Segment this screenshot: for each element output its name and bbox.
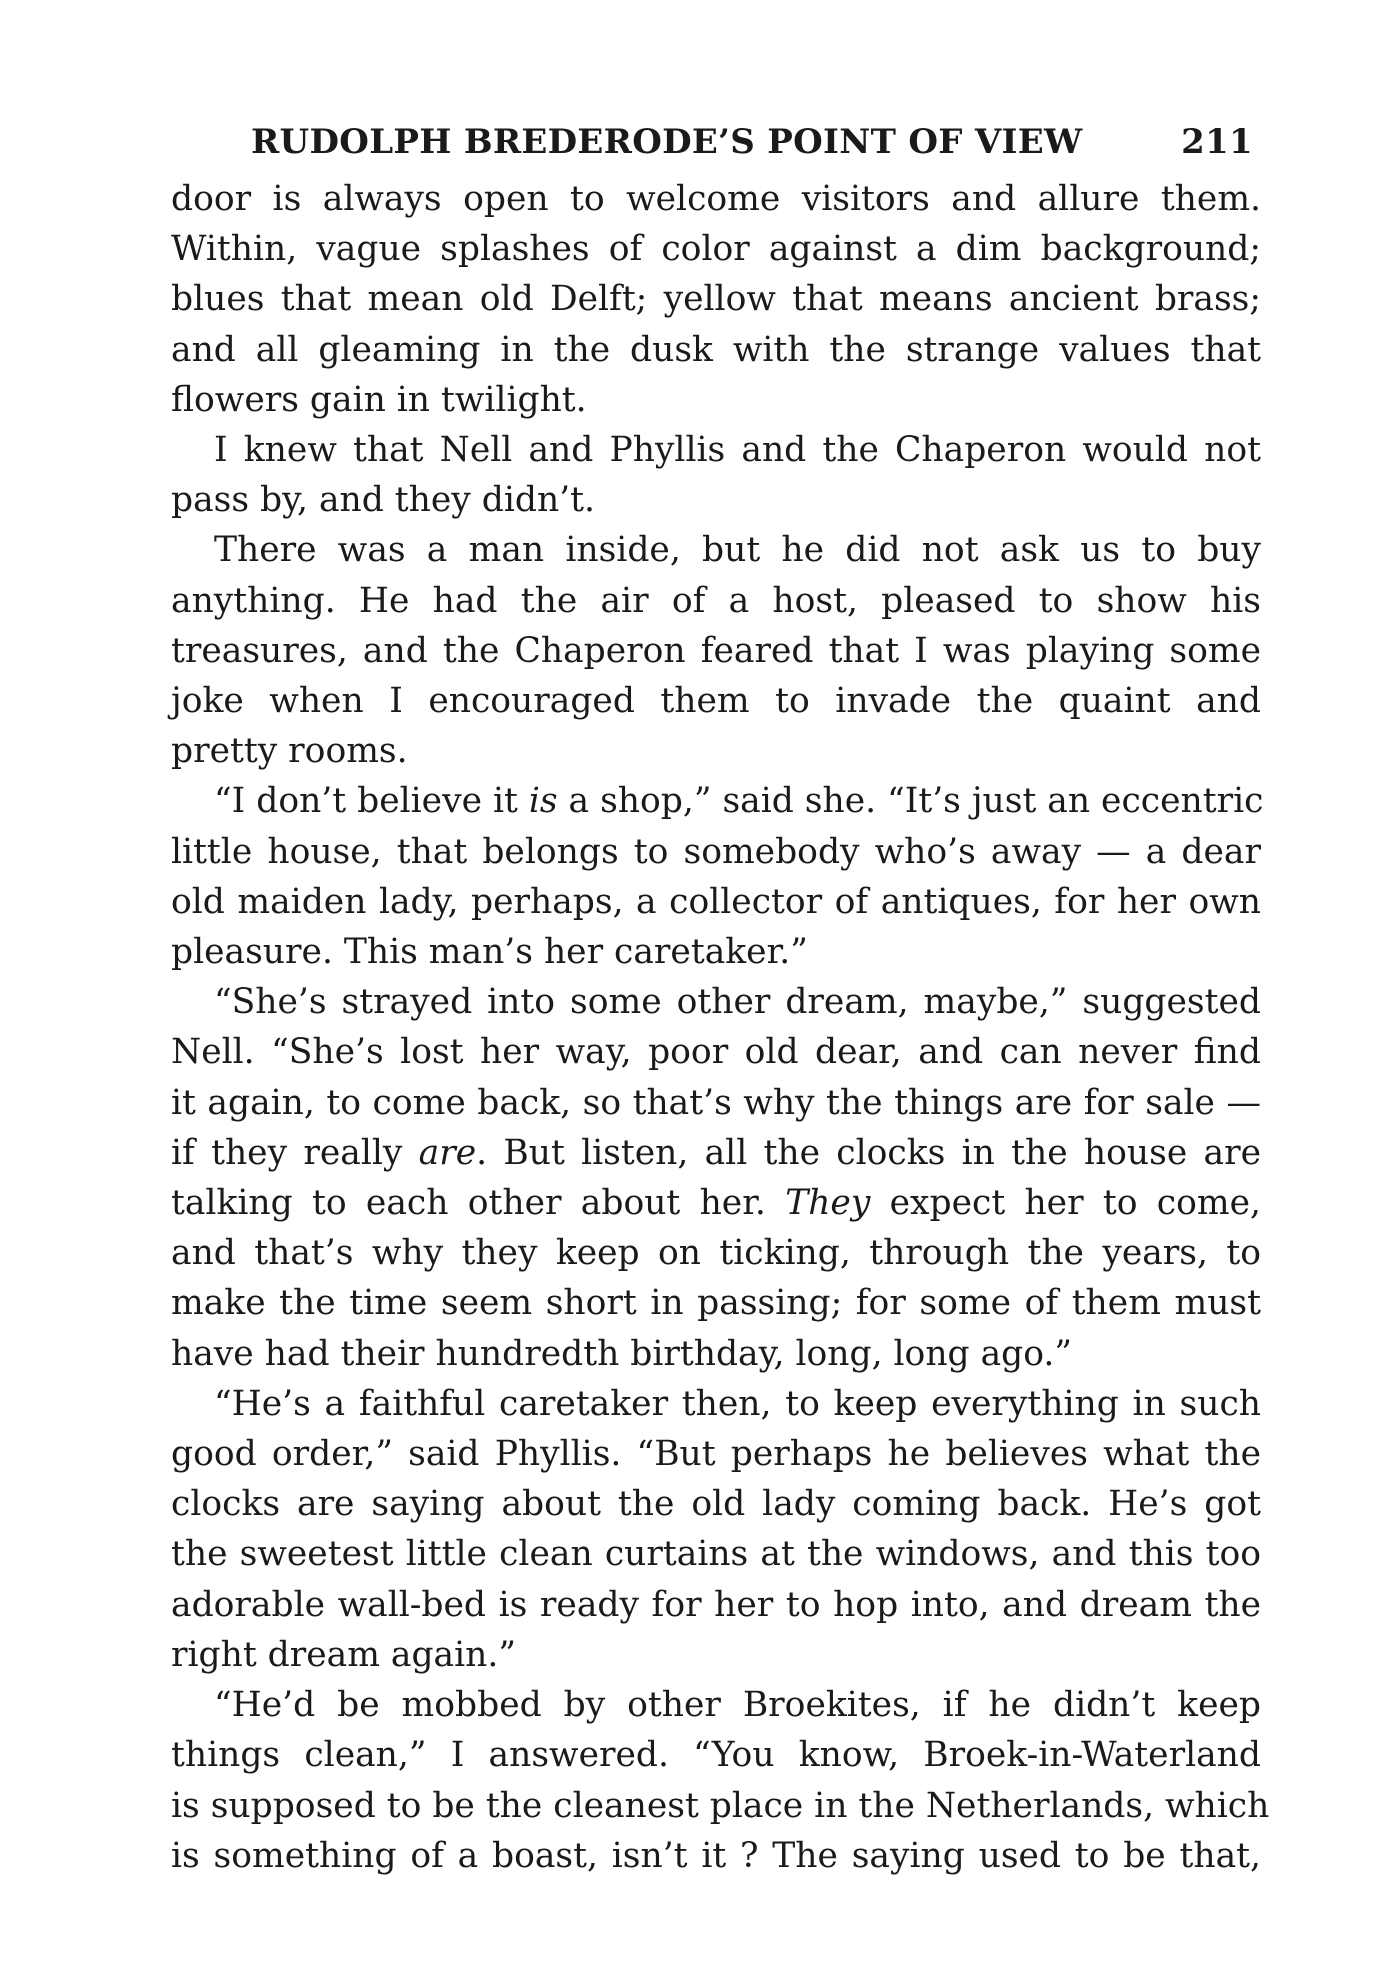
text-line [171,1781,1270,1831]
text-run: “He’s a faithful caretaker then, to keep everything in such [214,1383,1261,1424]
paragraph [171,1680,1270,1881]
paragraph [171,425,1261,525]
text-line [171,1680,1261,1730]
text-line [171,927,1261,977]
text-line [171,877,1261,927]
text-run: “She’s strayed into some other dream, maybe,” suggested [214,982,1261,1023]
text-run: Within, vague splashes of color against a dim background; [171,229,1261,270]
text-line [171,224,1261,274]
text-line [171,1479,1261,1529]
text-line [171,1329,1261,1379]
text-line [171,827,1261,877]
text-run: Nell. “She’s lost her way, poor old dear, and can never find [171,1032,1261,1073]
text-run: pleasure. This man’s her caretaker.” [171,932,808,973]
text-line [171,1580,1261,1630]
running-head [171,117,1261,167]
text-line [171,1630,1261,1680]
text-run: pass by, and they didn’t. [171,480,595,521]
text-run: . But listen, all the clocks in the house are [476,1132,1261,1173]
text-run: blues that mean old Delft; yellow that means ancient brass; [171,279,1261,320]
paragraph [171,977,1261,1379]
text-run: the sweetest little clean curtains at the windows, and this too [171,1534,1261,1575]
page-number: 211 [1181,122,1253,162]
text-run: adorable wall-bed is ready for her to hop into, and dream the [171,1584,1261,1625]
text-line [171,425,1261,475]
text-run: and that’s why they keep on ticking, through the years, to [171,1233,1261,1274]
text-line [171,325,1261,375]
paragraph [171,1379,1261,1680]
paragraph [171,525,1261,776]
paragraph [171,776,1264,977]
text-run: talking to each other about her. [171,1183,786,1224]
text-line [171,274,1261,324]
text-line [171,1178,1261,1228]
text-line [171,1027,1261,1077]
text-line [171,676,1261,726]
text-run: expect her to come, [870,1183,1261,1224]
text-run: I knew that Nell and Phyllis and the Chaperon would not [214,430,1261,471]
text-run: “I don’t believe it [214,781,529,822]
text-run: it again, to come back, so that’s why the things are for sale — [171,1082,1261,1123]
text-run: flowers gain in twilight. [171,379,587,420]
text-line [171,475,1261,525]
text-run: good order,” said Phyllis. “But perhaps he believes what the [171,1434,1261,1475]
text-line [171,626,1261,676]
italic-text: are [418,1132,477,1173]
text-line [171,977,1261,1027]
text-line [171,776,1264,826]
text-line [171,1529,1261,1579]
text-line [171,1128,1261,1178]
text-run: little house, that belongs to somebody who’s away — a dear [171,831,1261,872]
text-line [171,525,1261,575]
text-line [171,1730,1261,1780]
text-line [171,375,1261,425]
text-run: “He’d be mobbed by other Broekites, if he didn’t keep [214,1685,1261,1726]
text-run: and all gleaming in the dusk with the strange values that [171,329,1261,370]
text-run: There was a man inside, but he did not ask us to buy [214,530,1261,571]
text-run: things clean,” I answered. “You know, Broek-in-Waterland [171,1735,1261,1776]
text-line [171,1278,1261,1328]
text-line [171,576,1261,626]
text-run: pretty rooms. [171,731,408,772]
text-line [171,1429,1261,1479]
text-run: joke when I encouraged them to invade the quaint and [171,681,1261,722]
text-run: make the time seem short in passing; for some of them must [171,1283,1261,1324]
text-run: door is always open to welcome visitors and allure them. [171,179,1261,219]
text-run: old maiden lady, perhaps, a collector of antiques, for her own [171,881,1261,922]
text-run: anything. He had the air of a host, pleased to show his [171,580,1261,621]
body-text [171,174,1270,1881]
text-run: right dream again.” [171,1634,516,1675]
italic-text: They [785,1183,871,1224]
text-line [171,1228,1261,1278]
text-run: clocks are saying about the old lady coming back. He’s got [171,1484,1261,1525]
italic-text: is [528,781,558,822]
text-run: if they really [171,1132,419,1173]
text-line [171,1379,1261,1429]
text-line [171,174,1261,224]
running-title: RUDOLPH BREDERODE’S POINT OF VIEW [251,122,1083,162]
text-line [171,1078,1261,1128]
paragraph [171,174,1261,425]
text-line [171,726,1261,776]
text-run: treasures, and the Chaperon feared that I was playing some [171,630,1261,671]
text-run: a shop,” said she. “It’s just an eccentric [557,781,1264,822]
text-line [171,1831,1261,1881]
text-run: is something of a boast, isn’t it ? The saying used to be that, [171,1835,1261,1876]
text-run: have had their hundredth birthday, long, long ago.” [171,1333,1073,1374]
text-run: is supposed to be the cleanest place in the Netherlands, which [171,1785,1270,1826]
